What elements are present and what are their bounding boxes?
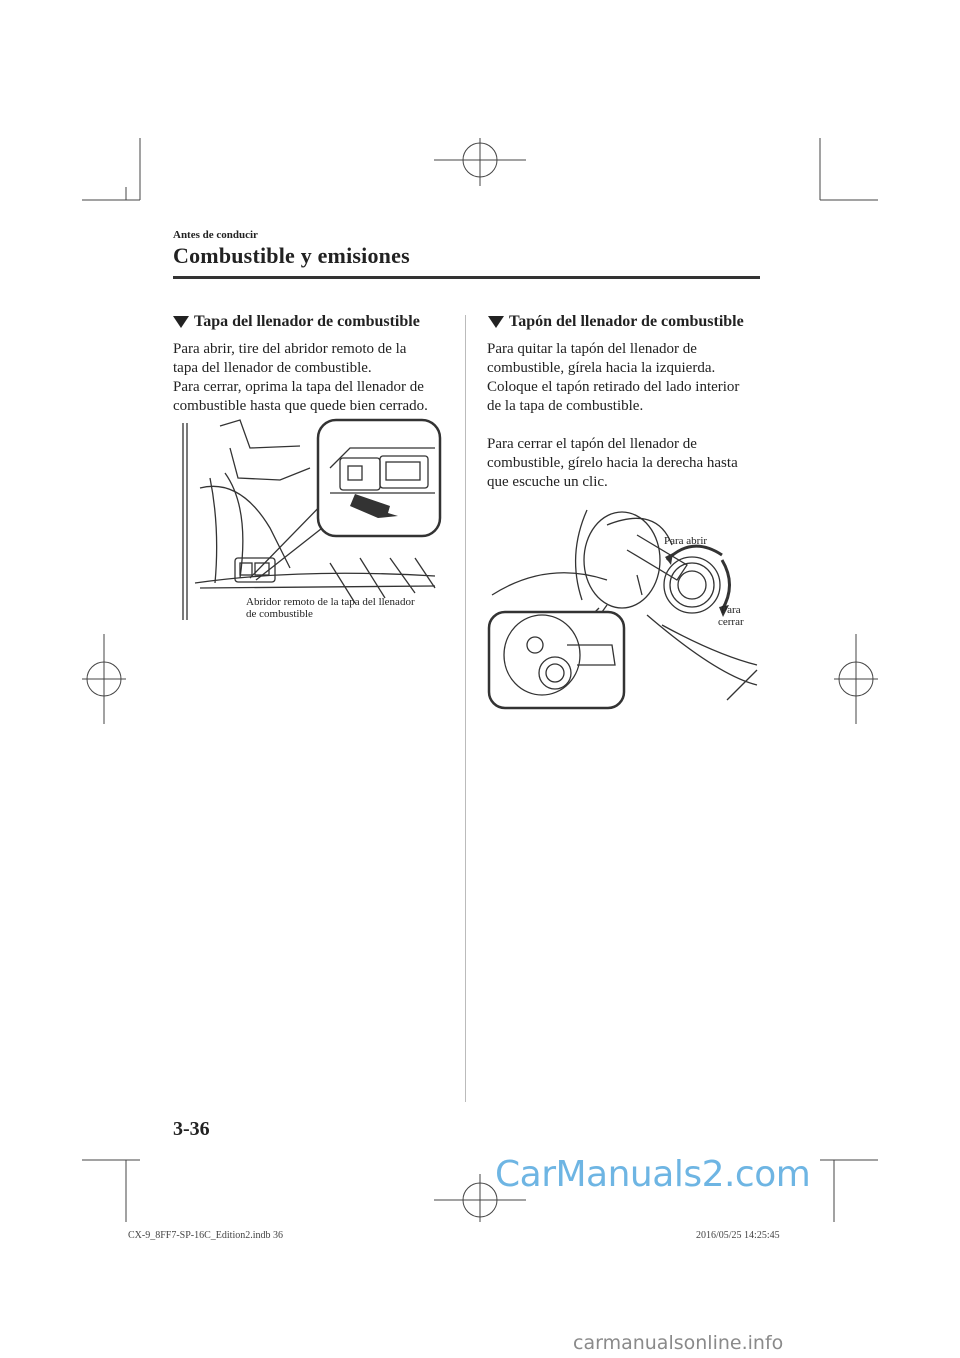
triangle-bullet-icon (173, 316, 189, 328)
right-body: Para quitar la tapón del llenador de combustible, gírela hacia la izquierda. Coloque el tapón retirado del lado interior de la tapa de combustible. Para cerrar el tapón del llenador de combustible, gírelo hacia la derecha hasta que escuche un clic. (487, 341, 740, 490)
right-heading-text: Tapón del llenador de combustible (509, 313, 744, 330)
column-divider (465, 315, 466, 1102)
footer-file-info: CX-9_8FF7-SP-16C_Edition2.indb 36 (128, 1230, 284, 1241)
footer-timestamp: 2016/05/25 14:25:45 (696, 1230, 780, 1241)
left-figure-label: Abridor remoto de la tapa del llenador de combustible (246, 596, 415, 620)
page-title: Combustible y emisiones (173, 243, 410, 268)
section-kicker: Antes de conducir (173, 229, 258, 241)
label-para-cerrar: Para cerrar (718, 604, 744, 628)
triangle-bullet-icon (488, 316, 504, 328)
left-body: Para abrir, tire del abridor remoto de la tapa del llenador de combustible. Para cerrar, oprima la tapa del llenador de combustible hasta que quede bien cerrado. (173, 341, 428, 414)
fuel-lid-opener-illustration (180, 418, 445, 623)
left-heading (173, 313, 420, 331)
right-heading (488, 313, 744, 331)
page-number: 3-36 (173, 1118, 210, 1140)
watermark-logo: CarManuals2.com (495, 1154, 811, 1195)
watermark-site: carmanualsonline.info (573, 1332, 784, 1354)
left-heading-text: Tapa del llenador de combustible (194, 313, 420, 330)
label-para-abrir: Para abrir (664, 535, 708, 547)
title-rule (173, 276, 760, 279)
